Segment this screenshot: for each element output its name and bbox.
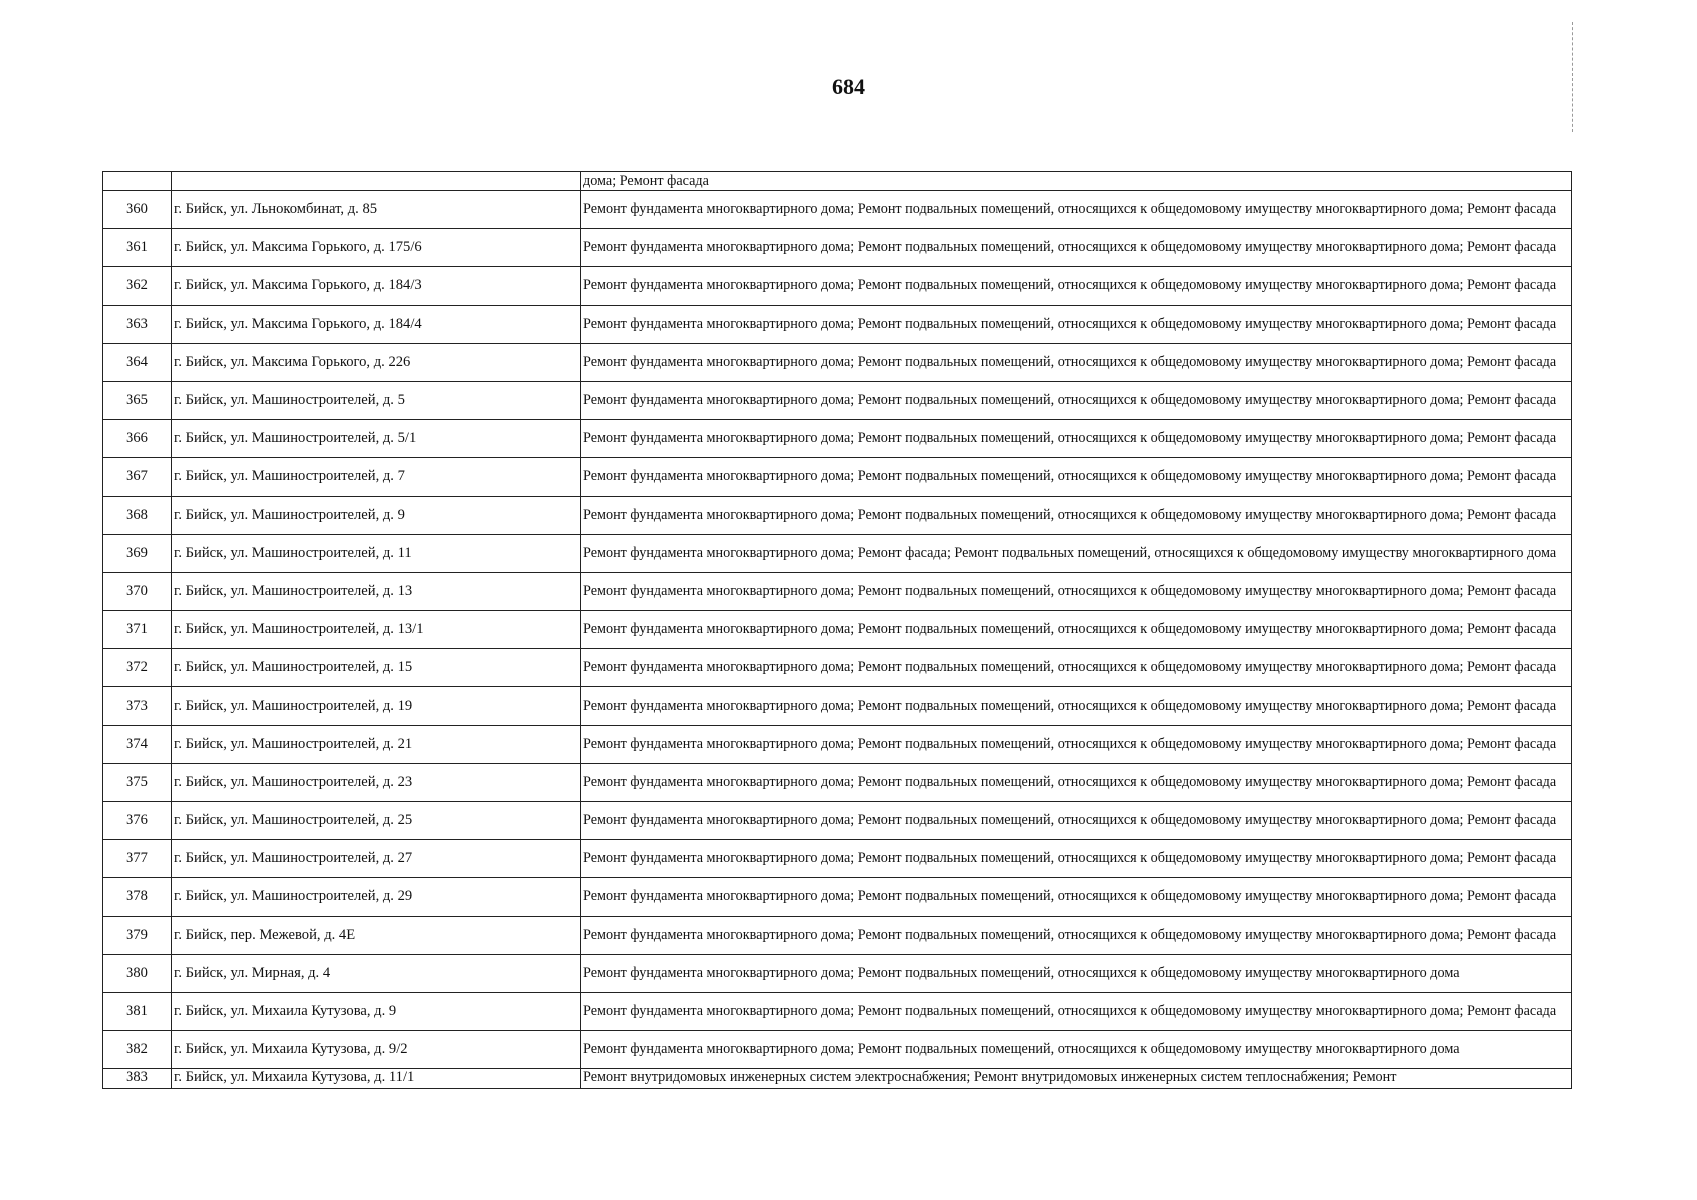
works-cell: Ремонт фундамента многоквартирного дома; Ремонт подвальных помещений, относящихся к общедомовому имуществу многоквартирного дома; Ремонт фасада (581, 802, 1572, 840)
works-cell: Ремонт фундамента многоквартирного дома; Ремонт подвальных помещений, относящихся к общедомовому имуществу многоквартирного дома; Ремонт фасада (581, 420, 1572, 458)
table-row (103, 1031, 1572, 1069)
works-cell: Ремонт фундамента многоквартирного дома; Ремонт подвальных помещений, относящихся к общедомовому имуществу многоквартирного дома; Ремонт фасада (581, 687, 1572, 725)
row-number-cell: 375 (103, 763, 172, 801)
address-cell: г. Бийск, ул. Максима Горького, д. 175/6 (172, 229, 581, 267)
works-cell: Ремонт фундамента многоквартирного дома; Ремонт подвальных помещений, относящихся к общедомовому имуществу многоквартирного дома; Ремонт фасада (581, 572, 1572, 610)
table-row (103, 458, 1572, 496)
repair-works-table (102, 171, 1572, 1089)
works-cell: Ремонт фундамента многоквартирного дома; Ремонт подвальных помещений, относящихся к общедомовому имуществу многоквартирного дома; Ремонт фасада (581, 229, 1572, 267)
row-number-cell: 366 (103, 420, 172, 458)
works-cell: Ремонт фундамента многоквартирного дома; Ремонт подвальных помещений, относящихся к общедомовому имуществу многоквартирного дома; Ремонт фасада (581, 611, 1572, 649)
works-cell: Ремонт фундамента многоквартирного дома; Ремонт подвальных помещений, относящихся к общедомовому имуществу многоквартирного дома; Ремонт фасада (581, 878, 1572, 916)
address-cell: г. Бийск, ул. Михаила Кутузова, д. 11/1 (172, 1069, 581, 1089)
row-number-cell: 369 (103, 534, 172, 572)
row-number-cell: 381 (103, 992, 172, 1030)
address-cell: г. Бийск, ул. Машиностроителей, д. 13/1 (172, 611, 581, 649)
address-cell: г. Бийск, ул. Машиностроителей, д. 15 (172, 649, 581, 687)
works-cell: Ремонт фундамента многоквартирного дома; Ремонт фасада; Ремонт подвальных помещений, относящихся к общедомовому имуществу многоквартирного дома (581, 534, 1572, 572)
works-cell: Ремонт фундамента многоквартирного дома; Ремонт подвальных помещений, относящихся к общедомовому имуществу многоквартирного дома; Ремонт фасада (581, 992, 1572, 1030)
address-cell: г. Бийск, ул. Машиностроителей, д. 7 (172, 458, 581, 496)
works-cell: Ремонт фундамента многоквартирного дома; Ремонт подвальных помещений, относящихся к общедомовому имуществу многоквартирного дома; Ремонт фасада (581, 191, 1572, 229)
margin-rule (1572, 22, 1573, 132)
works-cell: Ремонт фундамента многоквартирного дома; Ремонт подвальных помещений, относящихся к общедомовому имуществу многоквартирного дома (581, 954, 1572, 992)
row-number-cell: 370 (103, 572, 172, 610)
row-number-cell: 379 (103, 916, 172, 954)
table-row (103, 687, 1572, 725)
works-cell: Ремонт фундамента многоквартирного дома; Ремонт подвальных помещений, относящихся к общедомовому имуществу многоквартирного дома; Ремонт фасада (581, 458, 1572, 496)
page-number: 684 (832, 74, 865, 99)
works-cell: Ремонт фундамента многоквартирного дома; Ремонт подвальных помещений, относящихся к общедомовому имуществу многоквартирного дома; Ремонт фасада (581, 840, 1572, 878)
address-cell: г. Бийск, ул. Машиностроителей, д. 5/1 (172, 420, 581, 458)
works-cell: Ремонт фундамента многоквартирного дома; Ремонт подвальных помещений, относящихся к общедомовому имуществу многоквартирного дома; Ремонт фасада (581, 649, 1572, 687)
table-row (103, 1069, 1572, 1089)
table-body (103, 172, 1572, 1089)
address-cell (172, 172, 581, 191)
works-cell: Ремонт фундамента многоквартирного дома; Ремонт подвальных помещений, относящихся к общедомовому имуществу многоквартирного дома; Ремонт фасада (581, 763, 1572, 801)
table-row (103, 840, 1572, 878)
address-cell: г. Бийск, ул. Максима Горького, д. 184/4 (172, 305, 581, 343)
row-number-cell: 371 (103, 611, 172, 649)
row-number-cell: 383 (103, 1069, 172, 1089)
works-cell: Ремонт внутридомовых инженерных систем электроснабжения; Ремонт внутридомовых инженерных систем теплоснабжения; Ремонт (581, 1069, 1572, 1089)
works-cell: Ремонт фундамента многоквартирного дома; Ремонт подвальных помещений, относящихся к общедомовому имуществу многоквартирного дома; Ремонт фасада (581, 496, 1572, 534)
table-row (103, 725, 1572, 763)
row-number-cell: 368 (103, 496, 172, 534)
address-cell: г. Бийск, ул. Льнокомбинат, д. 85 (172, 191, 581, 229)
address-cell: г. Бийск, ул. Машиностроителей, д. 23 (172, 763, 581, 801)
works-cell: Ремонт фундамента многоквартирного дома; Ремонт подвальных помещений, относящихся к общедомовому имуществу многоквартирного дома; Ремонт фасада (581, 725, 1572, 763)
row-number-cell: 367 (103, 458, 172, 496)
address-cell: г. Бийск, пер. Межевой, д. 4Е (172, 916, 581, 954)
address-cell: г. Бийск, ул. Машиностроителей, д. 29 (172, 878, 581, 916)
table-row (103, 420, 1572, 458)
table-row (103, 572, 1572, 610)
table-row (103, 954, 1572, 992)
address-cell: г. Бийск, ул. Машиностроителей, д. 25 (172, 802, 581, 840)
table-row (103, 305, 1572, 343)
table-row (103, 381, 1572, 419)
address-cell: г. Бийск, ул. Машиностроителей, д. 9 (172, 496, 581, 534)
table-row (103, 763, 1572, 801)
row-number-cell: 373 (103, 687, 172, 725)
row-number-cell: 377 (103, 840, 172, 878)
works-cell: Ремонт фундамента многоквартирного дома; Ремонт подвальных помещений, относящихся к общедомовому имуществу многоквартирного дома (581, 1031, 1572, 1069)
row-number-cell: 363 (103, 305, 172, 343)
address-cell: г. Бийск, ул. Машиностроителей, д. 5 (172, 381, 581, 419)
address-cell: г. Бийск, ул. Мирная, д. 4 (172, 954, 581, 992)
address-cell: г. Бийск, ул. Машиностроителей, д. 27 (172, 840, 581, 878)
table-row (103, 611, 1572, 649)
table-row (103, 878, 1572, 916)
table-row (103, 916, 1572, 954)
table-row (103, 229, 1572, 267)
row-number-cell: 365 (103, 381, 172, 419)
address-cell: г. Бийск, ул. Машиностроителей, д. 19 (172, 687, 581, 725)
row-number-cell: 361 (103, 229, 172, 267)
row-number-cell: 378 (103, 878, 172, 916)
row-number-cell: 360 (103, 191, 172, 229)
address-cell: г. Бийск, ул. Машиностроителей, д. 11 (172, 534, 581, 572)
works-cell: Ремонт фундамента многоквартирного дома; Ремонт подвальных помещений, относящихся к общедомовому имуществу многоквартирного дома; Ремонт фасада (581, 916, 1572, 954)
table-row (103, 649, 1572, 687)
table-row (103, 267, 1572, 305)
row-number-cell: 364 (103, 343, 172, 381)
address-cell: г. Бийск, ул. Максима Горького, д. 226 (172, 343, 581, 381)
works-cell: Ремонт фундамента многоквартирного дома; Ремонт подвальных помещений, относящихся к общедомовому имуществу многоквартирного дома; Ремонт фасада (581, 267, 1572, 305)
address-cell: г. Бийск, ул. Михаила Кутузова, д. 9 (172, 992, 581, 1030)
table-row-continuation (103, 172, 1572, 191)
table-row (103, 343, 1572, 381)
table-row (103, 496, 1572, 534)
row-number-cell (103, 172, 172, 191)
works-cell: Ремонт фундамента многоквартирного дома; Ремонт подвальных помещений, относящихся к общедомовому имуществу многоквартирного дома; Ремонт фасада (581, 305, 1572, 343)
row-number-cell: 382 (103, 1031, 172, 1069)
row-number-cell: 376 (103, 802, 172, 840)
table-row (103, 802, 1572, 840)
table-row (103, 191, 1572, 229)
works-cell: дома; Ремонт фасада (581, 172, 1572, 191)
row-number-cell: 372 (103, 649, 172, 687)
address-cell: г. Бийск, ул. Машиностроителей, д. 13 (172, 572, 581, 610)
works-cell: Ремонт фундамента многоквартирного дома; Ремонт подвальных помещений, относящихся к общедомовому имуществу многоквартирного дома; Ремонт фасада (581, 381, 1572, 419)
row-number-cell: 362 (103, 267, 172, 305)
row-number-cell: 380 (103, 954, 172, 992)
table-row (103, 534, 1572, 572)
row-number-cell: 374 (103, 725, 172, 763)
address-cell: г. Бийск, ул. Михаила Кутузова, д. 9/2 (172, 1031, 581, 1069)
address-cell: г. Бийск, ул. Максима Горького, д. 184/3 (172, 267, 581, 305)
address-cell: г. Бийск, ул. Машиностроителей, д. 21 (172, 725, 581, 763)
works-cell: Ремонт фундамента многоквартирного дома; Ремонт подвальных помещений, относящихся к общедомовому имуществу многоквартирного дома; Ремонт фасада (581, 343, 1572, 381)
table-row (103, 992, 1572, 1030)
